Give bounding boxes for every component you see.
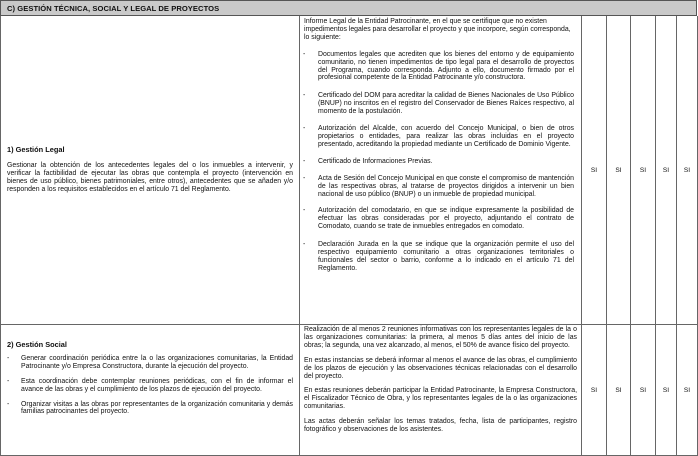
legal-requirement-item xyxy=(300,158,581,166)
dash-bullet: - xyxy=(303,125,306,133)
requirements-table xyxy=(0,16,698,456)
legal-requirement-text: Certificado del DOM para acreditar la calidad de Bienes Nacionales de Uso Público (BNUP) no inscritos en el registro del Conservador de Bienes Raíces respectivo, al momento de la postulación. xyxy=(318,92,574,116)
dash-bullet: - xyxy=(7,354,10,362)
social-value-2: SI xyxy=(607,325,631,456)
social-bullets-list xyxy=(7,355,293,416)
legal-requirements-list xyxy=(300,51,581,273)
legal-requirement-text: Acta de Sesión del Concejo Municipal en que conste el compromiso de mantención de las respectivas obras, al tratarse de proyectos dirigidos a intervenir un bien nacional de uso público (BNUP) o un inmueble de propiedad municipal. xyxy=(318,174,574,198)
social-value-3: SI xyxy=(631,325,656,456)
social-activity-text: Generar coordinación periódica entre la o las organizaciones comunitarias, la Entidad Patrocinante y/o Empresa Constructora, durante la ejecución del proyecto. xyxy=(21,354,293,370)
legal-requirement-text: Certificado de Informaciones Previas. xyxy=(318,157,433,165)
legal-value-5: SI xyxy=(677,16,698,325)
legal-requirement-text: Autorización del comodatario, en que se indique expresamente la posibilidad de efectuar las obras consideradas por el proyecto, adjuntando el contrato de Comodato, cuando se trate de inmuebles entregados en comodato. xyxy=(318,207,574,231)
social-value-1: SI xyxy=(582,325,607,456)
social-title: 2) Gestión Social xyxy=(7,340,67,349)
legal-requirement-item xyxy=(300,207,581,231)
social-paragraphs xyxy=(300,326,581,434)
legal-value-4: SI xyxy=(656,16,677,325)
legal-requirements-cell xyxy=(300,16,582,325)
legal-activity-cell xyxy=(1,16,300,325)
legal-value-1: SI xyxy=(582,16,607,325)
dash-bullet: - xyxy=(303,174,306,182)
legal-requirement-item xyxy=(300,125,581,149)
social-value-5: SI xyxy=(677,325,698,456)
social-requirement-paragraph: En estas reuniones deberán participar la Entidad Patrocinante, la Empresa Constructora, el Fiscalizador Técnico de Obra, y los representantes legales de la o las organizaciones comunitarias. xyxy=(304,387,577,411)
legal-intro: Informe Legal de la Entidad Patrocinante, en el que se certifique que no existen impedimentos legales para desarrollar el proyecto y que incorpore, según corresponda, lo siguiente: xyxy=(304,18,571,41)
social-activity-item xyxy=(7,355,293,371)
dash-bullet: - xyxy=(303,50,306,58)
dash-bullet: - xyxy=(7,400,10,408)
social-value-4: SI xyxy=(656,325,677,456)
legal-requirement-text: Documentos legales que acrediten que los bienes del entorno y de equipamiento comunitario, no tienen impedimentos de tipo legal para el desarrollo de proyectos del Programa, cuando corresponda. Adjunto a ello, documento firmado por el profesional competente de la Entidad Patrocinante y/o constructora. xyxy=(318,50,574,82)
legal-title: 1) Gestión Legal xyxy=(7,145,65,155)
section-header: C) GESTIÓN TÉCNICA, SOCIAL Y LEGAL DE PROYECTOS xyxy=(0,0,697,16)
dash-bullet: - xyxy=(303,207,306,215)
dash-bullet: - xyxy=(303,241,306,249)
legal-requirement-item xyxy=(300,92,581,116)
legal-requirement-text: Declaración Jurada en la que se indique que la organización permite el uso del respectivo equipamiento comunitario a otras organizaciones territoriales o funcionales del sector o barrio, conforme a lo indicado en el artículo 71 del Reglamento. xyxy=(318,241,574,272)
dash-bullet: - xyxy=(303,92,306,100)
legal-value-2: SI xyxy=(607,16,631,325)
social-activity-cell xyxy=(1,325,300,456)
social-activity-item xyxy=(7,378,293,394)
legal-requirement-item xyxy=(300,241,581,273)
legal-description: Gestionar la obtención de los antecedentes legales del o los inmuebles a intervenir, y verificar la factibilidad de ejecutar las obras que contempla el proyecto (intervención en bienes de uso público, bienes patrimoniales, entre otros), antecedentes que se añaden y/o responden a los requisitos establecidos en el artículo 71 del Reglamento. xyxy=(7,162,293,193)
social-requirement-paragraph: Las actas deberán señalar los temas tratados, fecha, lista de participantes, registro fotográfico y observaciones de los asistentes. xyxy=(304,418,577,434)
social-activity-item xyxy=(7,401,293,417)
dash-bullet: - xyxy=(303,157,306,165)
legal-requirement-item xyxy=(300,175,581,199)
dash-bullet: - xyxy=(7,377,10,385)
social-requirement-paragraph: En estas instancias se deberá informar al menos el avance de las obras, el cumplimiento de los plazos de ejecución y las observaciones técnicas relacionadas con el desarrollo del proyecto. xyxy=(304,356,577,380)
legal-requirement-text: Autorización del Alcalde, con acuerdo del Concejo Municipal, o bien de otros propietarios o entidades, para realizar las obras incluidas en el proyecto presentado, acreditando la propiedad mediante un Certificado de Dominio Vigente. xyxy=(318,125,574,148)
social-requirement-paragraph: Realización de al menos 2 reuniones informativas con los representantes legales de la o las organizaciones comunitarias: la primera, al menos 5 días antes del inicio de las obras; la segunda, una vez alcanzado, al menos, el 50% de avance físico del proyecto. xyxy=(304,326,577,349)
social-requirements-cell xyxy=(300,325,582,456)
legal-requirement-item xyxy=(300,51,581,83)
legal-value-3: SI xyxy=(631,16,656,325)
social-activity-text: Organizar visitas a las obras por representantes de la organización comunitaria y demás familias patrocinantes del proyecto. xyxy=(21,400,293,416)
social-activity-text: Esta coordinación debe contemplar reuniones periódicas, con el fin de informar el avance de las obras y el cumplimiento de los plazos de ejecución del proyecto. xyxy=(21,377,293,393)
